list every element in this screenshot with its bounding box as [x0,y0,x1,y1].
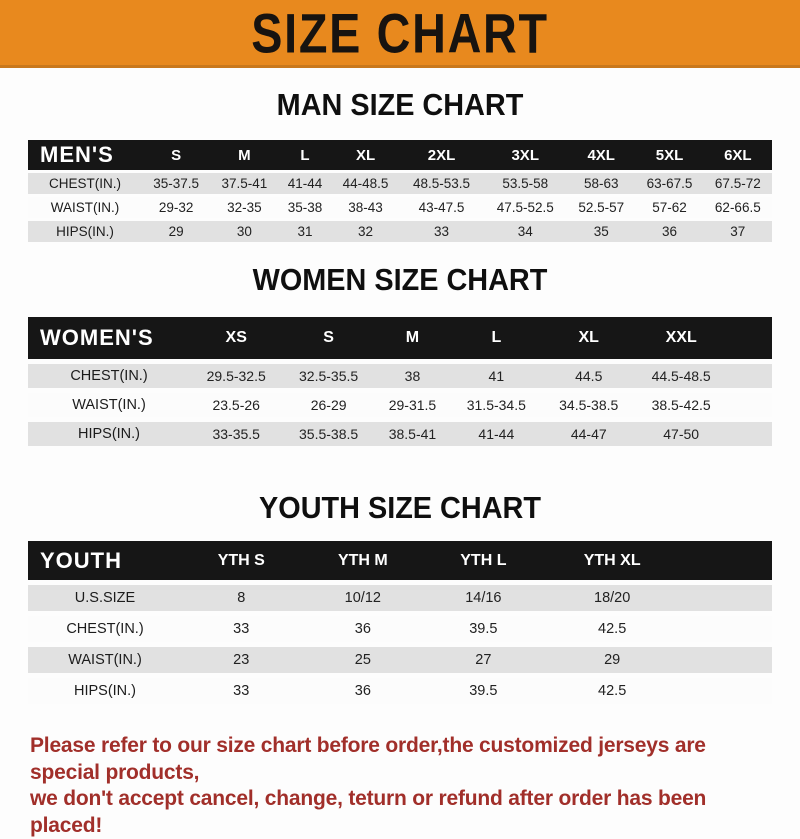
men-corner-cell: MEN'S [40,142,114,167]
size-value: 33 [233,621,250,637]
size-value: 35.5-38.5 [299,426,359,442]
row-label: CHEST(IN.) [70,368,148,384]
size-value: 36 [354,683,371,699]
men-column-header: S [171,146,182,164]
size-value: 33 [434,224,450,239]
men-column-header: 4XL [587,146,615,164]
women-column-header: XS [225,329,247,346]
men-column-header: XL [355,146,376,164]
size-value: 44-48.5 [342,176,389,191]
size-value: 38.5-42.5 [651,397,711,413]
row-filler [727,364,772,388]
size-value: 53.5-58 [502,176,549,191]
size-value: 52.5-57 [578,200,625,215]
men-table-header-row [28,140,772,170]
size-value: 44-47 [570,426,607,442]
women-column-header: L [491,329,502,346]
size-value: 43-47.5 [418,200,465,215]
size-value: 38-43 [348,200,383,215]
men-hips-row [28,221,772,242]
size-value: 10/12 [344,590,381,606]
youth-column-header: YTH XL [583,551,641,569]
footer-note [30,733,770,839]
youth-column-header: YTH S [217,551,265,569]
women-column-header: XL [578,329,599,346]
size-value: 47-50 [663,426,700,442]
women-size-table [28,312,772,451]
row-filler [727,393,772,417]
size-value: 39.5 [469,621,498,637]
men-column-header: L [300,146,310,164]
title-banner [0,0,800,68]
youth-section-heading: YOUTH SIZE CHART [259,490,541,525]
size-value: 18/20 [594,590,631,606]
size-value: 32-35 [227,200,262,215]
row-label: WAIST(IN.) [72,397,146,413]
size-value: 34 [517,224,533,239]
women-hips-row [28,422,772,446]
size-value: 30 [236,224,252,239]
size-value: 41-44 [478,426,515,442]
size-value: 36 [354,621,371,637]
row-label: HIPS(IN.) [73,683,137,699]
size-value: 29.5-32.5 [206,368,266,384]
size-value: 63-67.5 [646,176,693,191]
row-label: CHEST(IN.) [49,176,121,191]
men-column-header: 6XL [724,146,752,164]
size-value: 29 [604,652,621,668]
row-filler [683,678,772,704]
youth-waist-row [28,647,772,673]
size-value: 25 [354,652,371,668]
row-label: U.S.SIZE [74,590,136,606]
size-value: 31.5-34.5 [466,397,526,413]
footer-note-line2: we don't accept cancel, change, teturn or refund after order has been placed! [30,787,707,837]
size-value: 27 [475,652,492,668]
youth-table-header-row [28,541,772,580]
women-size-section [0,263,800,451]
youth-size-section [0,491,800,709]
youth-hips-row [28,678,772,704]
header-filler [727,317,772,359]
size-value: 39.5 [469,683,498,699]
size-value: 35-38 [287,200,323,215]
size-value: 58-63 [583,176,619,191]
youth-ussize-row [28,585,772,611]
women-column-header: S [323,329,334,346]
size-value: 41 [488,368,505,384]
size-value: 23.5-26 [212,397,260,413]
size-value: 38 [404,368,421,384]
youth-column-header: YTH L [460,551,507,569]
size-value: 32 [358,224,374,239]
men-chest-row [28,173,772,194]
row-filler [727,422,772,446]
row-label: HIPS(IN.) [56,224,114,239]
size-value: 47.5-52.5 [496,200,554,215]
size-value: 44.5 [575,368,603,384]
row-filler [683,585,772,611]
youth-corner-cell: YOUTH [40,547,122,573]
youth-chest-row [28,616,772,642]
footer-note-line1: Please refer to our size chart before order,the customized jerseys are special products, [30,734,706,784]
size-value: 23 [233,652,250,668]
size-value: 36 [661,224,678,239]
women-waist-row [28,393,772,417]
row-filler [683,616,772,642]
men-size-table [28,137,772,245]
size-value: 37 [730,224,746,239]
size-value: 41-44 [287,176,323,191]
size-value: 67.5-72 [714,176,761,191]
women-column-header: M [405,329,420,346]
women-section-heading: WOMEN SIZE CHART [252,262,548,297]
size-value: 29-31.5 [388,397,437,413]
row-label: WAIST(IN.) [50,200,120,215]
size-value: 26-29 [310,397,347,413]
size-value: 44.5-48.5 [651,368,711,384]
size-value: 14/16 [465,590,502,606]
women-column-header: XXL [665,329,697,346]
size-value: 35 [593,224,609,239]
size-value: 37.5-41 [221,176,268,191]
men-column-header: 5XL [655,146,684,164]
size-value: 62-66.5 [714,200,761,215]
size-value: 8 [237,590,246,606]
row-label: WAIST(IN.) [68,652,142,668]
man-section-heading: MAN SIZE CHART [276,87,524,122]
row-label: HIPS(IN.) [77,426,141,442]
man-size-section [0,88,800,245]
men-column-header: M [238,146,251,164]
page-title: SIZE CHART [251,0,549,65]
size-value: 38.5-41 [388,426,437,442]
header-filler [683,541,772,580]
size-value: 33 [233,683,250,699]
size-value: 42.5 [598,621,627,637]
women-table-header-row [28,317,772,359]
size-value: 32.5-35.5 [299,368,359,384]
size-value: 57-62 [652,200,687,215]
size-value: 33-35.5 [212,426,260,442]
size-value: 48.5-53.5 [413,176,471,191]
size-value: 29-32 [158,200,194,215]
size-value: 31 [297,224,313,239]
size-value: 34.5-38.5 [559,397,619,413]
size-value: 29 [168,224,184,239]
youth-column-header: YTH M [337,551,388,569]
size-value: 42.5 [598,683,627,699]
men-column-header: 3XL [511,146,539,164]
row-filler [683,647,772,673]
women-chest-row [28,364,772,388]
youth-size-table [28,536,772,709]
men-waist-row [28,197,772,218]
women-corner-cell: WOMEN'S [40,325,154,350]
row-label: CHEST(IN.) [66,621,144,637]
size-value: 35-37.5 [153,176,200,191]
men-column-header: 2XL [427,146,456,164]
